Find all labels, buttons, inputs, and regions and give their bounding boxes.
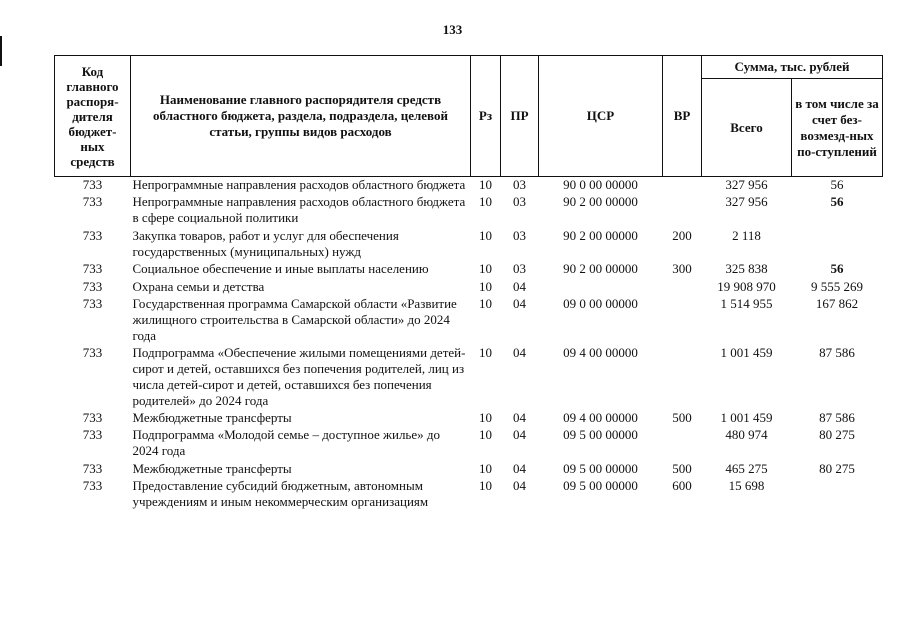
incl-cell: 56 [830,177,844,192]
csr-cell [539,279,663,296]
code-cell: 733 [82,296,103,311]
header-total: Всего [702,79,792,177]
table-row [55,279,883,296]
rz-cell: 10 [479,279,492,294]
table-row [55,194,883,228]
header-pr: ПР [501,56,539,177]
incl-cell: 87 586 [819,410,855,425]
name-cell: Межбюджетные трансферты [132,410,292,425]
name-cell: Подпрограмма «Молодой семье – доступное жилье» до 2024 года [132,427,440,458]
csr-cell: 90 2 00 00000 [563,194,638,209]
rz-cell: 10 [479,461,492,476]
vr-cell [663,427,702,461]
table-row [55,410,883,427]
name-cell: Закупка товаров, работ и услуг для обеспечения государственных (муниципальных) нужд [132,228,399,259]
header-name: Наименование главного распорядителя средств областного бюджета, раздела, подраздела, целевой статьи, группы видов расходов [131,56,471,177]
code-cell: 733 [82,410,103,425]
table-row [55,296,883,345]
incl-cell [792,478,883,511]
table-row [55,345,883,410]
incl-cell: 87 586 [819,345,855,360]
incl-cell: 56 [830,194,844,209]
pr-cell: 03 [513,194,526,209]
incl-cell: 80 275 [819,427,855,442]
pr-cell: 03 [513,228,526,243]
header-incl: в том числе за счет без-возмезд-ных по-ступлений [792,79,883,177]
code-cell: 733 [82,194,103,209]
csr-cell: 90 2 00 00000 [563,261,638,276]
pr-cell: 04 [513,296,526,311]
total-cell: 1 514 955 [720,296,773,311]
code-cell: 733 [82,478,103,493]
table-header [55,56,883,177]
vr-cell [663,296,702,345]
csr-cell: 09 5 00 00000 [563,461,638,476]
header-vr: ВР [663,56,702,177]
name-cell: Государственная программа Самарской области «Развитие жилищного строительства в Самарской области» до 2024 года [132,296,457,343]
pr-cell: 04 [513,345,526,360]
incl-cell [792,228,883,261]
rz-cell: 10 [479,177,492,192]
rz-cell: 10 [479,228,492,243]
csr-cell: 09 5 00 00000 [563,478,638,493]
csr-cell: 09 5 00 00000 [563,427,638,442]
header-rz: Рз [471,56,501,177]
vr-cell [663,194,702,228]
header-csr: ЦСР [539,56,663,177]
total-cell: 327 956 [725,194,768,209]
vr-cell [663,279,702,296]
pr-cell: 03 [513,177,526,192]
table-row [55,261,883,279]
total-cell: 19 908 970 [717,279,776,294]
code-cell: 733 [82,461,103,476]
total-cell: 1 001 459 [720,410,773,425]
pr-cell: 04 [513,427,526,442]
total-cell: 15 698 [728,478,765,493]
name-cell: Охрана семьи и детства [132,279,265,294]
vr-cell: 500 [672,410,692,425]
vr-cell: 200 [672,228,692,243]
code-cell: 733 [82,427,103,442]
rz-cell: 10 [479,427,492,442]
table-row [55,177,883,195]
table-row [55,427,883,461]
code-cell: 733 [82,279,103,294]
pr-cell: 04 [513,279,526,294]
pr-cell: 04 [513,461,526,476]
code-cell: 733 [82,261,103,276]
incl-cell: 9 555 269 [811,279,863,294]
csr-cell: 09 4 00 00000 [563,410,638,425]
pr-cell: 04 [513,410,526,425]
rz-cell: 10 [479,345,492,360]
header-code: Код главного распоря-дителя бюджет-ных средств [55,56,131,177]
incl-cell: 167 862 [815,296,859,311]
csr-cell: 09 4 00 00000 [563,345,638,360]
name-cell: Непрограммные направления расходов областного бюджета в сфере социальной политики [132,194,466,225]
table-row [55,478,883,511]
vr-cell [663,345,702,410]
table-body [55,177,883,512]
name-cell: Непрограммные направления расходов областного бюджета [132,177,466,192]
total-cell: 1 001 459 [720,345,773,360]
name-cell: Подпрограмма «Обеспечение жилыми помещениями детей-сирот и детей, оставшихся без попечения родителей, лиц из числа детей-сирот и детей, оставшихся без попечения родителей» до 2024 года [132,345,466,408]
total-cell: 2 118 [732,228,761,243]
name-cell: Социальное обеспечение и иные выплаты населению [132,261,429,276]
code-cell: 733 [82,345,103,360]
budget-table [54,55,883,511]
incl-cell: 80 275 [819,461,855,476]
total-cell: 480 974 [725,427,768,442]
csr-cell: 09 0 00 00000 [563,296,638,311]
rz-cell: 10 [479,261,492,276]
table-row [55,461,883,478]
pr-cell: 03 [513,261,526,276]
rz-cell: 10 [479,194,492,209]
csr-cell: 90 0 00 00000 [563,177,638,192]
page-number: 133 [442,22,463,37]
vr-cell: 600 [672,478,692,493]
rz-cell: 10 [479,410,492,425]
header-sum: Сумма, тыс. рублей [702,56,883,79]
csr-cell: 90 2 00 00000 [563,228,638,243]
name-cell: Предоставление субсидий бюджетным, автономным учреждениям и иным некоммерческим организациям [132,478,429,509]
incl-cell: 56 [830,261,844,276]
rz-cell: 10 [479,478,492,493]
total-cell: 325 838 [725,261,768,276]
vr-cell: 300 [672,261,692,276]
vr-cell: 500 [672,461,692,476]
margin-mark [0,36,2,66]
pr-cell: 04 [513,478,526,493]
code-cell: 733 [82,228,103,243]
table-row [55,228,883,261]
vr-cell [663,177,702,195]
name-cell: Межбюджетные трансферты [132,461,292,476]
total-cell: 327 956 [725,177,768,192]
code-cell: 733 [82,177,103,192]
rz-cell: 10 [479,296,492,311]
total-cell: 465 275 [725,461,768,476]
